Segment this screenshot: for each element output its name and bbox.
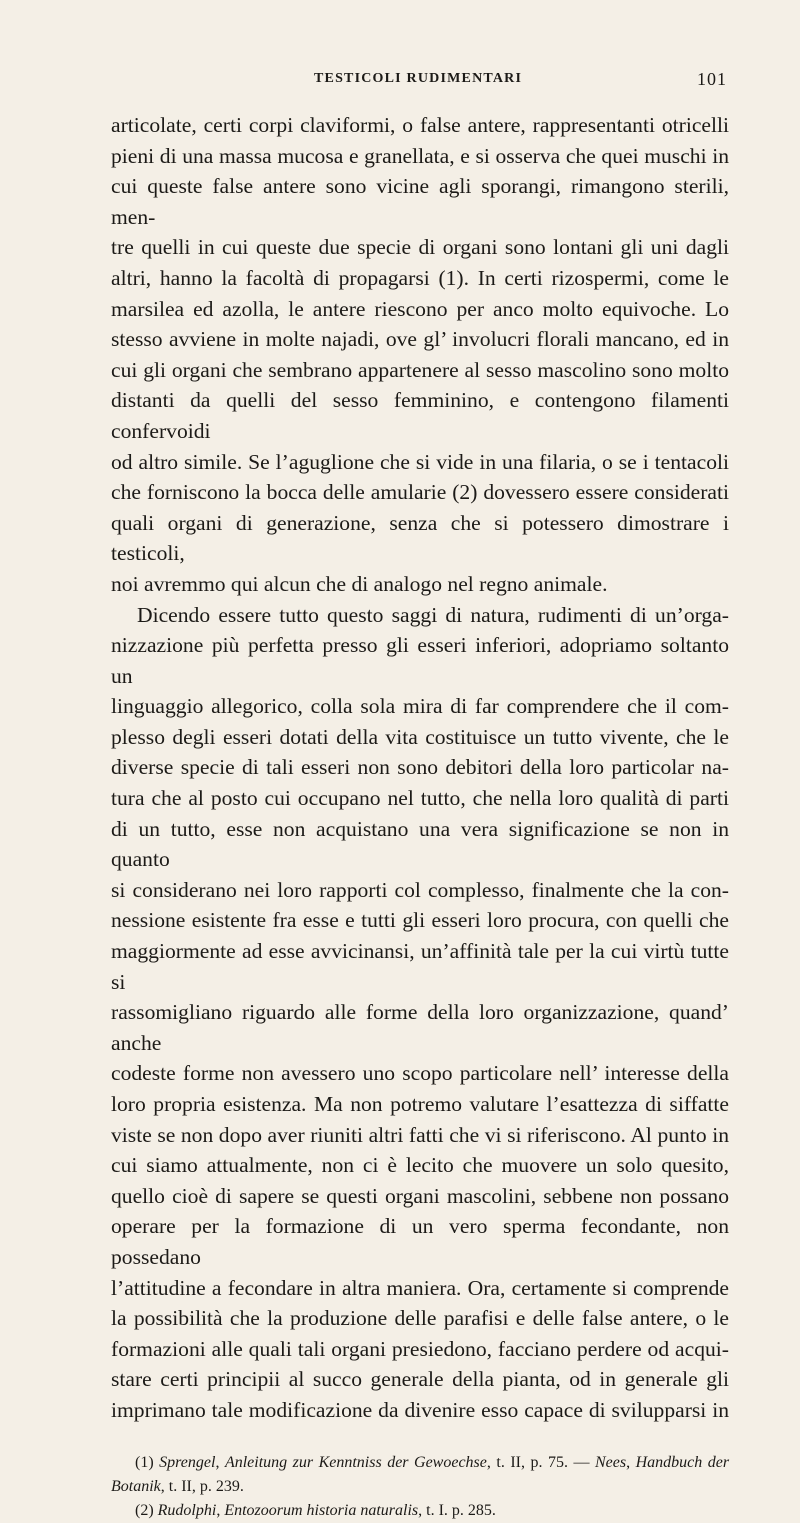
footnote-ref: t. II, p. 75. [496,1453,568,1471]
text-line: codeste forme non avessero uno scopo particolare nell’ interesse della [111,1061,729,1086]
running-head: TESTICOLI RUDIMENTARI [314,71,523,86]
text-line: loro propria esistenza. Ma non potremo valutare l’esattezza di siffatte [111,1092,729,1116]
text-line: nessione esistente fra esse e tutti gli esseri loro procura, con quelli che [111,908,729,933]
text-line: plesso degli esseri dotati della vita costituisce un tutto vivente, che le [111,724,729,749]
text-line: marsilea ed azolla, le antere riescono per anco molto equivoche. Lo [111,296,729,321]
text-line: che forniscono la bocca delle amularie (2) dovessero essere considerati [111,480,729,505]
footnote-separator: — [573,1453,590,1471]
footnote-author: Sprengel [159,1453,216,1471]
text-line: noi avremmo qui alcun che di analogo nel regno animale. [111,571,608,596]
text-line: quello cioè di sapere se questi organi mascolini, sebbene non possano [111,1183,729,1208]
text-line: stare certi principii al succo generale della pianta, od in generale gli [111,1367,729,1392]
text-line: distanti da quelli del sesso femminino, e contengono filamenti confervoidi [111,388,729,443]
text-line: l’attitudine a fecondare in altra maniera. Ora, certamente si comprende [111,1275,729,1300]
text-line: quali organi di generazione, senza che si potessero dimostrare i testicoli, [111,510,729,566]
footnote-2: (2) Rudolphi, Entozoorum historia naturalis, t. I. p. 285. [135,1501,496,1519]
text-line: rassomigliano riguardo alle forme della loro organizzazione, quand’ anche [111,1000,729,1055]
page-number: 101 [697,69,727,89]
footnote-marker: (2) [135,1501,154,1519]
text-line: articolate, certi corpi claviformi, o false antere, rappresentanti otricelli [111,113,729,137]
text-line: pieni di una massa mucosa e granellata, e si osserva che quei muschi in [111,143,729,168]
text-line: si considerano nei loro rapporti col complesso, finalmente che la con- [111,877,729,902]
footnotes [111,1451,729,1523]
footnote-author: Nees [594,1453,627,1471]
body-text [111,110,729,1426]
text-line: la possibilità che la produzione delle parafisi e delle false antere, o le [111,1306,729,1331]
text-line: cui gli organi che sembrano appartenere al sesso mascolino sono molto [111,357,729,382]
text-line: formazioni alle quali tali organi presiedono, facciano perdere od acqui- [111,1336,729,1361]
footnote-ref: t. I. p. 285. [426,1501,496,1519]
text-line: tre quelli in cui queste due specie di organi sono lontani gli uni dagli [111,235,729,260]
text-line: maggiormente ad esse avvicinansi, un’affinità tale per la cui virtù tutte si [111,939,729,994]
footnote-title: Handbuch der Botanik [111,1453,730,1495]
text-line: viste se non dopo aver riuniti altri fatti che vi si riferiscono. Al punto in [111,1122,729,1147]
footnote-ref: t. II, p. 239. [168,1477,244,1495]
text-line: di un tutto, esse non acquistano una vera significazione se non in quanto [111,816,729,872]
footnote-author: Rudolphi [157,1501,217,1519]
footnote-1: (1) Sprengel, Anleitung zur Kenntniss der Gewoechse, t. II, p. 75. — Nees, Handbuch der Botanik, t. II, p. 239. [111,1453,730,1495]
text-line: altri, hanno la facoltà di propagarsi (1). In certi rizospermi, come le [111,265,729,290]
footnote-title: Entozoorum historia naturalis [224,1501,419,1519]
text-line: stesso avviene in molte najadi, ove gl’ involucri florali mancano, ed in [111,327,729,352]
text-line: od altro simile. Se l’aguglione che si vide in una filaria, o se i tentacoli [111,449,729,474]
text-line: diverse specie di tali esseri non sono debitori della loro particolar na- [111,755,729,780]
text-line: tura che al posto cui occupano nel tutto, che nella loro qualità di parti [111,786,729,811]
footnote-marker: (1) [135,1453,154,1471]
text-line: imprimano tale modificazione da divenire esso capace di svilupparsi in [111,1397,729,1422]
text-line: operare per la formazione di un vero sperma fecondante, non possedano [111,1214,729,1269]
footnote-title: Anleitung zur Kenntniss der Gewoechse [224,1453,487,1471]
text-line: cui queste false antere sono vicine agli sporangi, rimangono sterili, men- [111,174,729,229]
text-line: cui siamo attualmente, non ci è lecito che muovere un solo quesito, [111,1153,729,1178]
page-header [111,0,729,110]
text-line: nizzazione più perfetta presso gli esseri inferiori, adopriamo soltanto un [111,633,729,688]
text-line: linguaggio allegorico, colla sola mira di far comprendere che il com- [111,694,729,719]
text-line: Dicendo essere tutto questo saggi di natura, rudimenti di un’orga- [137,602,729,627]
